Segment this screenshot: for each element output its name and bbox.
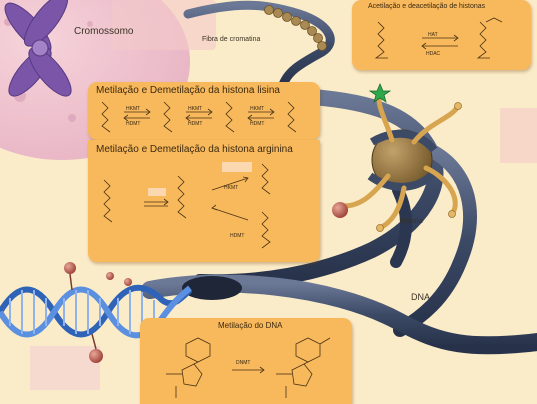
lysine-panel	[88, 82, 320, 140]
dna-label: DNA	[411, 292, 431, 302]
arginine-reaction	[92, 160, 316, 260]
acetylation-reaction	[362, 16, 522, 66]
hdmt-label-1: HDMT	[126, 121, 141, 127]
hkmt-label-1: HKMT	[126, 106, 141, 112]
hdac-enzyme-label: HDAC	[426, 51, 441, 57]
dna-methylation-panel	[140, 318, 352, 404]
dna-unwinding-point	[182, 276, 242, 300]
lysine-reaction	[92, 98, 316, 138]
arginine-panel-title: Metilação e Demetilação da histona arginina	[96, 144, 293, 155]
histone-label: histona	[400, 218, 423, 225]
dnmt-enzyme-label: DNMT	[236, 360, 251, 366]
acetylation-panel-title: Acetilação e deacetilação de histonas	[368, 3, 486, 10]
hkmt-label-2: HKMT	[188, 106, 203, 112]
hdmt-label-2: HDMT	[188, 121, 203, 127]
arginine-hdmt-label: HDMT	[230, 233, 245, 239]
hat-enzyme-label: HAT	[428, 32, 438, 38]
dna-methylation-panel-title: Metilação do DNA	[218, 321, 283, 330]
acetylation-panel	[352, 0, 531, 70]
chromatin-fiber-label: Fibra de cromatina	[202, 36, 261, 43]
background-shape	[30, 346, 100, 390]
dna-methylation-reaction	[146, 334, 346, 404]
arginine-panel	[88, 140, 320, 262]
hkmt-label-3: HKMT	[250, 106, 265, 112]
hdmt-label-3: HDMT	[250, 121, 265, 127]
background-shape	[500, 108, 537, 163]
methyl-mark-ball	[332, 202, 348, 218]
chromosome-label: Cromossomo	[74, 26, 134, 37]
lysine-panel-title: Metilação e Demetilação da histona lisina	[96, 85, 280, 96]
arginine-hkmt-label: HKMT	[224, 185, 239, 191]
nucleosome	[370, 130, 434, 190]
